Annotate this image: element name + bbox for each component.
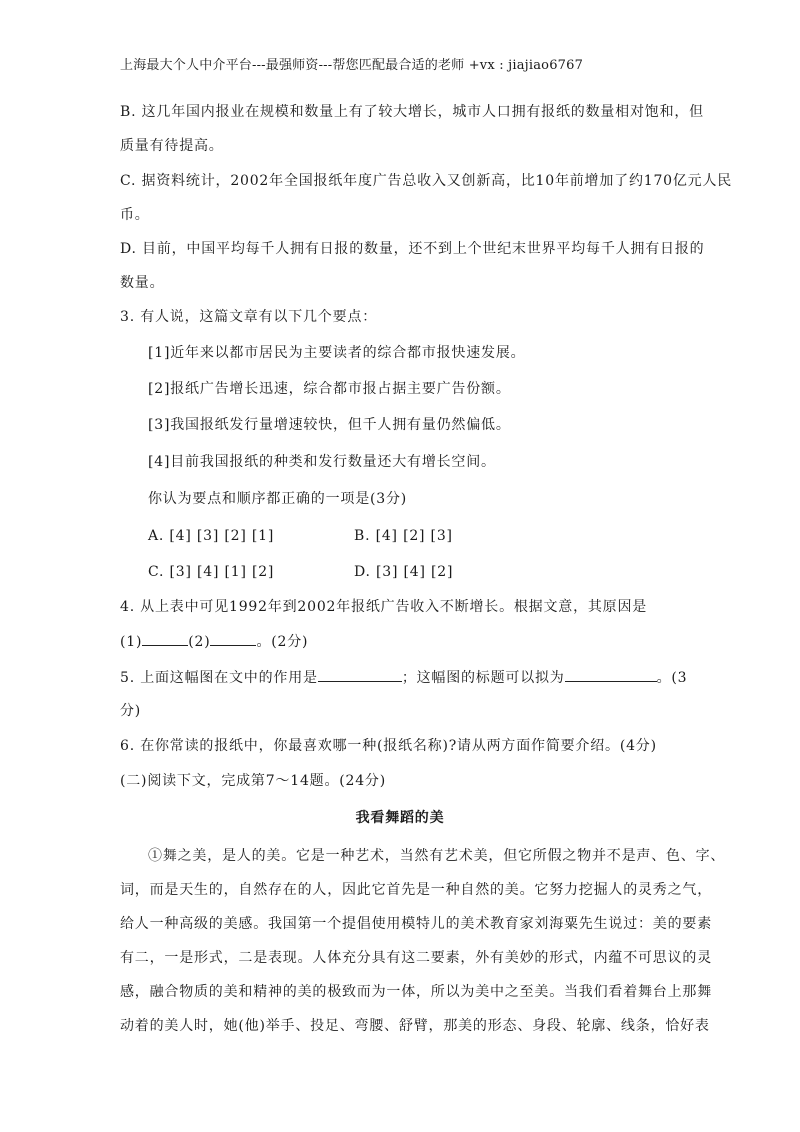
q6-stem: 6. 在你常读的报纸中，你最喜欢哪一种(报纸名称)?请从两方面作简要介绍。(4分) [120, 738, 657, 754]
q3-option-c: C. [3] [4] [1] [2] [148, 564, 275, 580]
q4-blank-1-label: (1) [120, 634, 143, 650]
q3-point-2: [2]报纸广告增长迅速，综合都市报占据主要广告份额。 [148, 381, 511, 397]
q2-option-b-line1: B. 这几年国内报业在规模和数量上有了较大增长，城市人口拥有报纸的数量相对饱和，但 [120, 104, 704, 120]
page-header: 上海最大个人中介平台---最强师资---帮您匹配最合适的老师 +vx : jiajiao6767 [120, 58, 584, 73]
q5-part-3: 。(3 [656, 670, 688, 686]
q4-score: 。(2分) [256, 634, 309, 650]
q4-stem: 4. 从上表中可见1992年到2002年报纸广告收入不断增长。根据文意，其原因是 [120, 599, 648, 615]
q3-point-1: [1]近年来以都市居民为主要读者的综合都市报快速发展。 [148, 345, 526, 361]
article-line-2: 词，而是天生的，自然存在的人，因此它首先是一种自然的美。它努力挖掘人的灵秀之气， [120, 882, 712, 898]
q5-part-1: 5. 上面这幅图在文中的作用是 [120, 670, 318, 686]
q4-answer-line [120, 631, 308, 652]
q3-option-b: B. [4] [2] [3] [354, 528, 453, 544]
q5-part-2: ；这幅图的标题可以拟为 [401, 670, 565, 686]
article-line-6: 动着的美人时，她(他)举手、投足、弯腰、舒臂，那美的形态、身段、轮廓、线条，恰好表 [120, 1018, 710, 1034]
section-2-heading: (二)阅读下文，完成第7～14题。(24分) [120, 773, 386, 789]
q5-stem [120, 667, 687, 688]
q5-blank-2[interactable] [565, 667, 657, 682]
q3-option-a: A. [4] [3] [2] [1] [148, 528, 275, 544]
article-line-5: 感，融合物质的美和精神的美的极致而为一体，所以为美中之至美。当我们看着舞台上那舞 [120, 984, 712, 1000]
q3-option-d: D. [3] [4] [2] [354, 564, 454, 580]
q2-option-d-line2: 数量。 [120, 275, 165, 291]
article-line-3: 给人一种高级的美感。我国第一个提倡使用模特儿的美术教育家刘海粟先生说过：美的要素 [120, 916, 712, 932]
q2-option-c-line2: 币。 [120, 207, 150, 223]
q4-blank-2[interactable] [210, 631, 256, 646]
q4-blank-1[interactable] [142, 631, 188, 646]
q3-point-4: [4]目前我国报纸的种类和发行数量还大有增长空间。 [148, 454, 496, 470]
q3-point-3: [3]我国报纸发行量增速较快，但千人拥有量仍然偏低。 [148, 417, 511, 433]
q2-option-b-line2: 质量有待提高。 [120, 138, 224, 154]
q3-stem: 3. 有人说，这篇文章有以下几个要点： [120, 309, 378, 325]
q4-blank-2-label: (2) [188, 634, 211, 650]
q2-option-d-line1: D. 目前，中国平均每千人拥有日报的数量，还不到上个世纪末世界平均每千人拥有日报的 [120, 241, 705, 257]
article-title: 我看舞蹈的美 [355, 810, 445, 826]
q5-blank-1[interactable] [318, 667, 402, 682]
article-line-1: ①舞之美，是人的美。它是一种艺术，当然有艺术美，但它所假之物并不是声、色、字、 [148, 848, 726, 864]
q2-option-c-line1: C. 据资料统计，2002年全国报纸年度广告总收入又创新高，比10年前增加了约170亿元人民 [120, 173, 733, 189]
q3-ask: 你认为要点和顺序都正确的一项是(3分) [148, 491, 408, 507]
q5-line-2: 分) [120, 703, 142, 719]
article-line-4: 有二，一是形式，二是表现。人体充分具有这二要素，外有美妙的形式，内蕴不可思议的灵 [120, 950, 712, 966]
